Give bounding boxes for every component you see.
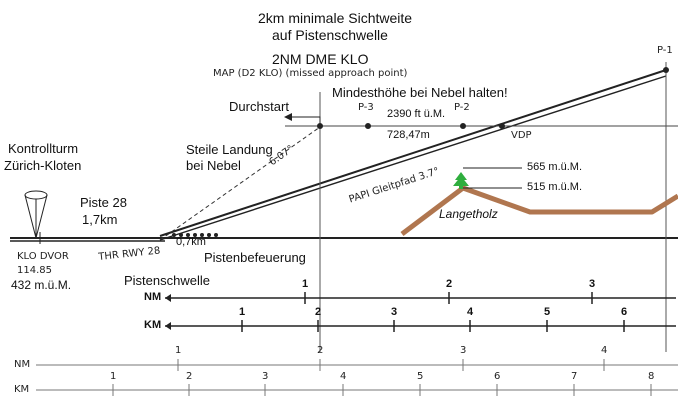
tower-label-2: Zürich-Kloten [4, 158, 82, 173]
upper-km-tick-3: 3 [391, 306, 398, 318]
upper-km-tick-4: 4 [467, 306, 474, 318]
lower-nm-tick-4: 4 [601, 345, 608, 356]
altitude-ft-label: 2390 ft ü.M. [387, 108, 446, 120]
hill-label: Langetholz [439, 207, 498, 221]
min-height-label: Mindesthöhe bei Nebel halten! [332, 85, 508, 100]
altitude-m-label: 728,47m [387, 129, 430, 141]
visibility-label-2: auf Pistenschwelle [272, 27, 388, 43]
upper-km-tick-1: 1 [239, 306, 246, 318]
steep-angle-label: 6.07° [267, 143, 297, 169]
lower-km-tick-7: 7 [571, 371, 578, 382]
threshold-label: Pistenschwelle [124, 273, 210, 288]
upper-nm-label: NM [144, 291, 162, 303]
papi-label: PAPI Gleitpfad 3.7° [347, 165, 441, 206]
upper-nm-scale [165, 292, 676, 304]
upper-km-scale [165, 320, 676, 332]
upper-km-label: KM [144, 319, 162, 331]
lower-km-label: KM [14, 384, 30, 395]
lower-km-tick-2: 2 [186, 371, 193, 382]
visibility-label: 2km minimale Sichtweite [258, 10, 413, 26]
lower-km-tick-6: 6 [494, 371, 501, 382]
threshold-code-label: THR RWY 28 [97, 245, 161, 263]
lower-km-tick-3: 3 [262, 371, 269, 382]
lower-km-tick-1: 1 [110, 371, 117, 382]
go-around-label: Durchstart [229, 99, 289, 114]
p3-point [365, 123, 371, 129]
p1-label: P-1 [657, 45, 673, 56]
runway-length-label: 1,7km [82, 212, 118, 227]
map-label: MAP (D2 KLO) (missed approach point) [213, 68, 408, 79]
lights-label: Pistenbefeuerung [204, 250, 306, 265]
lower-km-tick-8: 8 [648, 371, 655, 382]
lower-nm-tick-2: 2 [317, 345, 324, 356]
tree-icon [453, 172, 469, 189]
dme-label: 2NM DME KLO [272, 51, 369, 67]
upper-km-tick-5: 5 [544, 306, 551, 318]
p3-label: P-3 [358, 102, 374, 113]
lower-nm-tick-3: 3 [460, 345, 467, 356]
p2-label: P-2 [454, 102, 470, 113]
lower-km-tick-4: 4 [340, 371, 347, 382]
steep-landing-label: Steile Landung [186, 142, 273, 157]
control-tower-icon [25, 191, 47, 238]
peak-low-label: 515 m.ü.M. [527, 181, 583, 193]
p2-point [460, 123, 466, 129]
lower-km-scale [36, 384, 678, 396]
tower-label: Kontrollturm [8, 141, 79, 156]
runway-label: Piste 28 [80, 195, 127, 210]
vdp-point [499, 123, 505, 129]
p1-point [663, 67, 669, 73]
klo-elevation-label: 432 m.ü.M. [11, 278, 72, 292]
peak-high-label: 565 m.ü.M. [527, 161, 583, 173]
lower-nm-tick-1: 1 [175, 345, 182, 356]
vdp-label: VDP [511, 130, 532, 141]
steep-landing-label-2: bei Nebel [186, 158, 241, 173]
upper-km-tick-2: 2 [315, 306, 322, 318]
upper-km-tick-6: 6 [621, 306, 628, 318]
lower-nm-scale [36, 359, 678, 371]
lower-nm-label: NM [14, 359, 31, 370]
klo-dvor-label: KLO DVOR [17, 251, 69, 262]
lower-km-tick-5: 5 [417, 371, 424, 382]
go-around-arrowhead [284, 113, 292, 121]
upper-nm-tick-1: 1 [302, 278, 309, 290]
upper-nm-tick-2: 2 [446, 278, 453, 290]
go-around-arrow [290, 117, 320, 126]
upper-nm-tick-3: 3 [589, 278, 596, 290]
lights-length-label: 0,7km [176, 236, 206, 248]
klo-frequency-label: 114.85 [17, 265, 52, 276]
